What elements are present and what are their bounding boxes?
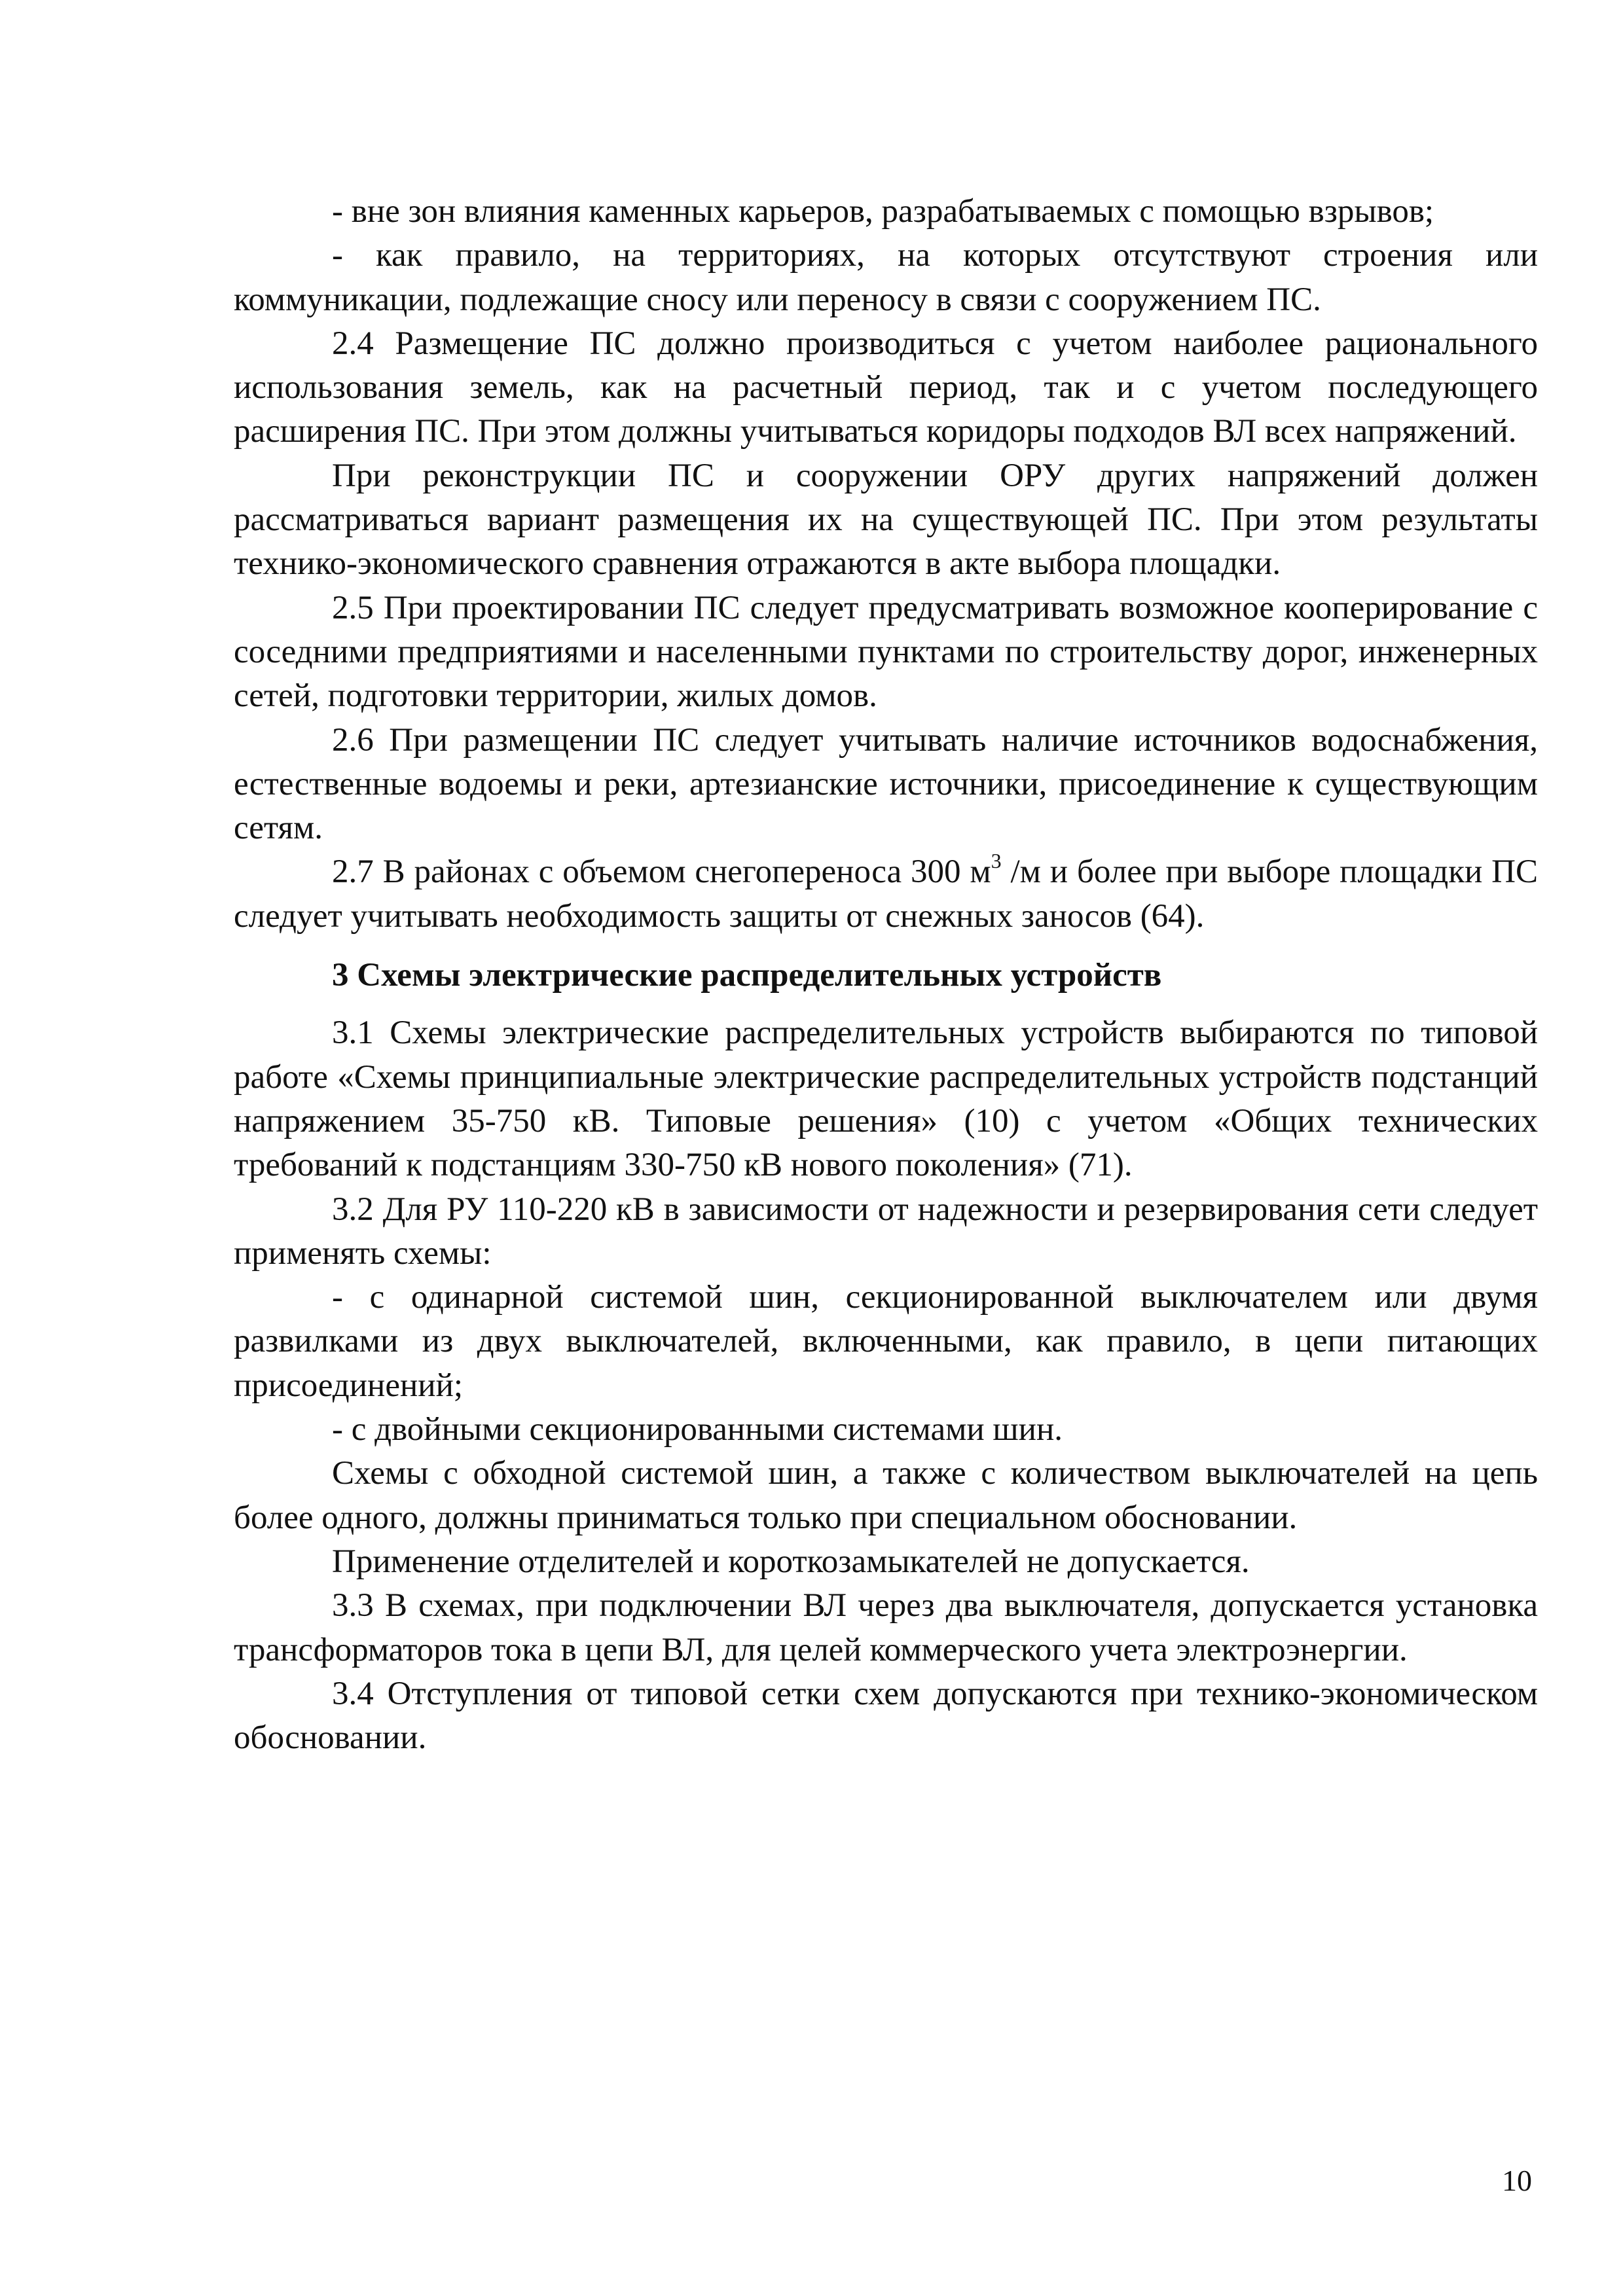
paragraph-bullet-double-bus: - с двойными секционированными системами шин. xyxy=(332,1411,1063,1448)
paragraph-3-3: 3.3 В схемах, при подключении ВЛ через два выключателя, допускается установка трансформаторов тока в цепи ВЛ, для целей коммерческого учета электроэнергии. xyxy=(234,1587,1538,1668)
paragraph-2-7 xyxy=(234,850,1538,939)
paragraph-3-2: 3.2 Для РУ 110-220 кВ в зависимости от надежности и резервирования сети следует применять схемы: xyxy=(234,1191,1538,1272)
page-number: 10 xyxy=(1502,2164,1532,2197)
paragraph-reconstruction: При реконструкции ПС и сооружении ОРУ других напряжений должен рассматриваться вариант размещения их на существующей ПС. При этом результаты технико-экономического сравнения отражаются в акте выбора площадки. xyxy=(234,457,1538,583)
paragraph-3-4: 3.4 Отступления от типовой сетки схем допускаются при технико-экономическом обосновании. xyxy=(234,1675,1538,1757)
paragraph-bullet-territories: - как правило, на территориях, на которых отсутствуют строения или коммуникации, подлежащие сносу или переносу в связи с сооружением ПС. xyxy=(234,237,1538,318)
section-heading: 3 Схемы электрические распределительных устройств xyxy=(332,957,1162,994)
superscript-3: 3 xyxy=(991,849,1002,873)
paragraph-2-6: 2.6 При размещении ПС следует учитывать наличие источников водоснабжения, естественные водоемы и реки, артезианские источники, присоединение к существующим сетям. xyxy=(234,721,1538,847)
paragraph-2-4: 2.4 Размещение ПС должно производиться с учетом наиболее рационального использования земель, как на расчетный период, так и с учетом последующего расширения ПС. При этом должны учитываться коридоры подходов ВЛ всех напряжений. xyxy=(234,325,1538,450)
paragraph-2-7-text-end: /м и более при выборе площадки ПС следует учитывать необходимость защиты от снежных заносов (64). xyxy=(234,853,1538,935)
paragraph-bypass-bus: Схемы с обходной системой шин, а также с количеством выключателей на цепь более одного, должны приниматься только при специальном обосновании. xyxy=(234,1455,1538,1536)
paragraph-bullet-single-bus: - с одинарной системой шин, секционированной выключателем или двумя развилками из двух выключателей, включенными, как правило, в цепи питающих присоединений; xyxy=(234,1279,1538,1404)
paragraph-bullet-quarries: - вне зон влияния каменных карьеров, разрабатываемых с помощью взрывов; xyxy=(332,193,1434,230)
paragraph-2-7-text-start: 2.7 В районах с объемом снегопереноса 300 м xyxy=(332,853,991,891)
paragraph-3-1: 3.1 Схемы электрические распределительных устройств выбираются по типовой работе «Схемы принципиальные электрические распределительных устройств подстанций напряжением 35-750 кВ. Типовые решения» (10) с учетом «Общих технических требований к подстанциям 330-750 кВ нового поколения» (71). xyxy=(234,1014,1538,1184)
paragraph-2-5: 2.5 При проектировании ПС следует предусматривать возможное кооперирование с соседними предприятиями и населенными пунктами по строительству дорог, инженерных сетей, подготовки территории, жилых домов. xyxy=(234,589,1538,715)
paragraph-separators: Применение отделителей и короткозамыкателей не допускается. xyxy=(332,1543,1250,1580)
document-body xyxy=(234,190,1538,1760)
